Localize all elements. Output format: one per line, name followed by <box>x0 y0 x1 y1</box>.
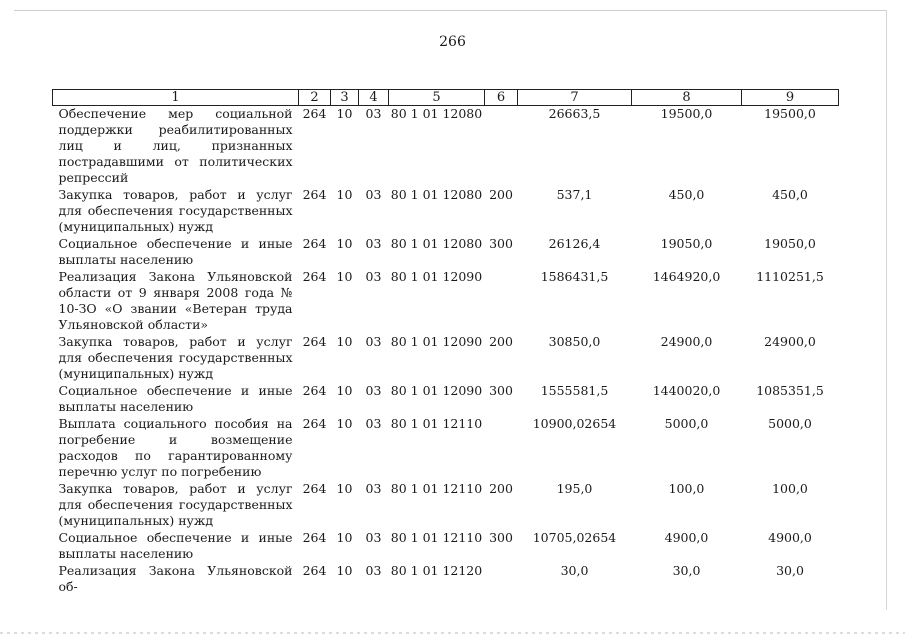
cell-section: 10 <box>336 334 353 349</box>
cell-amount-9: 30,0 <box>776 563 804 578</box>
cell-section: 10 <box>336 416 353 431</box>
table-row <box>53 334 839 383</box>
cell-section: 10 <box>336 236 353 251</box>
cell-subsection: 03 <box>365 269 382 284</box>
cell-ministry: 264 <box>302 530 327 545</box>
cell-target-article: 80 1 01 12110 <box>390 481 483 496</box>
cell-expense-type: 300 <box>489 383 513 398</box>
table-row <box>53 563 839 596</box>
cell-ministry: 264 <box>302 563 327 578</box>
scan-border-right <box>886 10 887 610</box>
row-name: Закупка товаров, работ и услуг для обеспечения государственных (муниципальных) нужд <box>58 481 293 528</box>
cell-subsection: 03 <box>365 481 382 496</box>
cell-target-article: 80 1 01 12090 <box>390 334 483 349</box>
row-name: Выплата социального пособия на погребение и возмещение расходов по гарантированному перечню услуг по погребению <box>58 416 293 479</box>
cell-target-article: 80 1 01 12110 <box>390 530 483 545</box>
cell-expense-type <box>485 563 518 596</box>
cell-subsection: 03 <box>365 416 382 431</box>
cell-target-article: 80 1 01 12110 <box>390 416 483 431</box>
row-name: Обеспечение мер социальной поддержки реабилитированных лиц и лиц, признанных пострадавшими от политических репрессий <box>58 106 293 185</box>
cell-ministry: 264 <box>302 383 327 398</box>
column-header: 4 <box>359 90 389 106</box>
cell-expense-type <box>485 106 518 188</box>
cell-target-article: 80 1 01 12090 <box>390 269 483 284</box>
page-number: 266 <box>439 34 466 50</box>
cell-amount-8: 5000,0 <box>664 416 709 431</box>
scan-noise-bottom <box>0 632 905 634</box>
row-name: Реализация Закона Ульяновской области от 9 января 2008 года № 10-ЗО «О звании «Ветеран труда Ульяновской области» <box>58 269 293 332</box>
cell-amount-7: 195,0 <box>556 481 593 496</box>
cell-expense-type <box>485 269 518 334</box>
cell-expense-type: 200 <box>489 481 513 496</box>
cell-expense-type: 200 <box>489 187 513 202</box>
column-header: 8 <box>632 90 742 106</box>
cell-target-article: 80 1 01 12080 <box>390 187 483 202</box>
cell-section: 10 <box>336 563 353 578</box>
row-name: Социальное обеспечение и иные выплаты населению <box>58 530 293 561</box>
column-header: 3 <box>331 90 359 106</box>
table-row <box>53 187 839 236</box>
cell-section: 10 <box>336 481 353 496</box>
row-name: Закупка товаров, работ и услуг для обеспечения государственных (муниципальных) нужд <box>58 334 293 381</box>
table-row <box>53 236 839 269</box>
table-row <box>53 269 839 334</box>
column-header: 6 <box>485 90 518 106</box>
cell-amount-9: 4900,0 <box>768 530 812 545</box>
column-header: 2 <box>299 90 331 106</box>
cell-section: 10 <box>336 383 353 398</box>
cell-ministry: 264 <box>302 269 327 284</box>
cell-ministry: 264 <box>302 187 327 202</box>
cell-amount-7: 1555581,5 <box>540 383 609 398</box>
cell-amount-8: 1464920,0 <box>652 269 721 284</box>
cell-subsection: 03 <box>365 106 382 121</box>
cell-section: 10 <box>336 269 353 284</box>
cell-section: 10 <box>336 106 353 121</box>
cell-target-article: 80 1 01 12080 <box>390 236 483 251</box>
cell-amount-8: 24900,0 <box>660 334 713 349</box>
cell-amount-7: 1586431,5 <box>540 269 609 284</box>
cell-amount-7: 10900,02654 <box>532 416 617 431</box>
cell-expense-type: 300 <box>489 530 513 545</box>
cell-amount-8: 4900,0 <box>664 530 709 545</box>
cell-ministry: 264 <box>302 236 327 251</box>
table-row <box>53 106 839 188</box>
cell-subsection: 03 <box>365 530 382 545</box>
cell-target-article: 80 1 01 12080 <box>390 106 483 121</box>
cell-amount-8: 30,0 <box>672 563 701 578</box>
cell-target-article: 80 1 01 12090 <box>390 383 483 398</box>
cell-amount-9: 19050,0 <box>764 236 816 251</box>
column-header: 1 <box>53 90 299 106</box>
table-row <box>53 383 839 416</box>
cell-amount-9: 100,0 <box>772 481 808 496</box>
cell-ministry: 264 <box>302 106 327 121</box>
cell-section: 10 <box>336 530 353 545</box>
cell-subsection: 03 <box>365 383 382 398</box>
scan-border-top <box>14 10 887 11</box>
budget-table <box>52 89 839 596</box>
cell-section: 10 <box>336 187 353 202</box>
cell-ministry: 264 <box>302 416 327 431</box>
cell-amount-9: 450,0 <box>772 187 808 202</box>
table-header-row <box>53 90 839 106</box>
cell-amount-9: 1110251,5 <box>756 269 824 284</box>
cell-amount-8: 19500,0 <box>660 106 713 121</box>
cell-ministry: 264 <box>302 334 327 349</box>
cell-amount-9: 19500,0 <box>764 106 816 121</box>
column-header: 7 <box>518 90 632 106</box>
cell-amount-8: 19050,0 <box>660 236 713 251</box>
cell-amount-9: 5000,0 <box>768 416 812 431</box>
cell-amount-7: 30,0 <box>560 563 589 578</box>
cell-subsection: 03 <box>365 187 382 202</box>
cell-target-article: 80 1 01 12120 <box>390 563 483 578</box>
cell-subsection: 03 <box>365 334 382 349</box>
cell-ministry: 264 <box>302 481 327 496</box>
cell-amount-7: 30850,0 <box>548 334 601 349</box>
cell-expense-type: 300 <box>489 236 513 251</box>
cell-subsection: 03 <box>365 236 382 251</box>
column-header: 5 <box>389 90 485 106</box>
table-row <box>53 530 839 563</box>
cell-amount-8: 100,0 <box>668 481 705 496</box>
cell-amount-9: 1085351,5 <box>756 383 824 398</box>
cell-amount-7: 537,1 <box>556 187 593 202</box>
cell-amount-9: 24900,0 <box>764 334 816 349</box>
cell-subsection: 03 <box>365 563 382 578</box>
row-name: Реализация Закона Ульяновской об- <box>58 563 293 594</box>
cell-amount-7: 26663,5 <box>548 106 601 121</box>
cell-amount-8: 450,0 <box>668 187 705 202</box>
cell-amount-7: 26126,4 <box>548 236 601 251</box>
row-name: Закупка товаров, работ и услуг для обеспечения государственных (муниципальных) нужд <box>58 187 293 234</box>
column-header: 9 <box>742 90 839 106</box>
cell-expense-type <box>485 416 518 481</box>
table-row <box>53 416 839 481</box>
row-name: Социальное обеспечение и иные выплаты населению <box>58 383 293 414</box>
cell-amount-8: 1440020,0 <box>652 383 721 398</box>
cell-expense-type: 200 <box>489 334 513 349</box>
row-name: Социальное обеспечение и иные выплаты населению <box>58 236 293 267</box>
table-row <box>53 481 839 530</box>
cell-amount-7: 10705,02654 <box>532 530 617 545</box>
